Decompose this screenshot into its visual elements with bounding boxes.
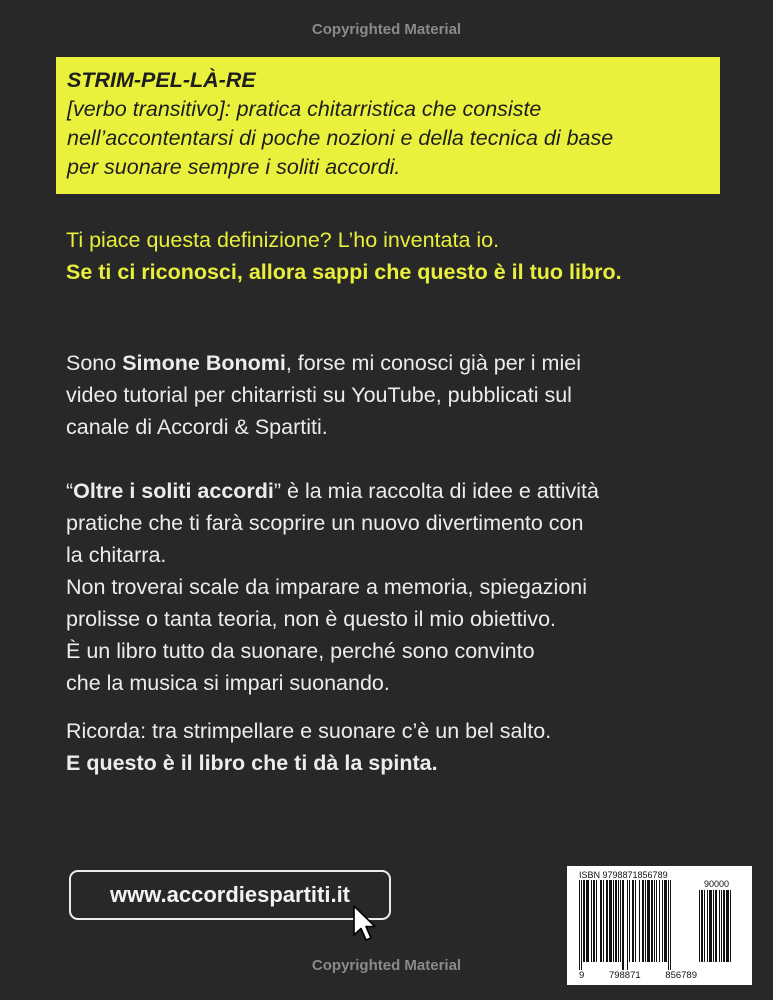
book-line: pratiche che ti farà scoprire un nuovo divertimento con bbox=[66, 511, 584, 535]
definition-line: nell’accontentarsi di poche nozioni e della tecnica di base bbox=[67, 126, 614, 150]
watermark-bottom: Copyrighted Material bbox=[311, 957, 462, 974]
author-paragraph bbox=[66, 347, 736, 443]
book-paragraph bbox=[66, 475, 736, 699]
intro-statement: Se ti ci riconosci, allora sappi che questo è il tuo libro. bbox=[66, 260, 622, 284]
definition-box bbox=[56, 57, 720, 194]
mouse-pointer-icon bbox=[352, 905, 378, 943]
definition-line: per suonare sempre i soliti accordi. bbox=[67, 155, 401, 179]
open-quote: “ bbox=[66, 479, 74, 503]
barcode-number: 9 798871 856789 bbox=[579, 970, 697, 981]
author-name: Simone Bonomi bbox=[122, 351, 286, 375]
book-line: È un libro tutto da suonare, perché sono convinto bbox=[66, 639, 535, 663]
book-line: che la musica si impari suonando. bbox=[66, 671, 390, 695]
closing-line-bold: E questo è il libro che ti dà la spinta. bbox=[66, 751, 438, 775]
book-line: prolisse o tanta teoria, non è questo il mio obiettivo. bbox=[66, 607, 557, 631]
website-link[interactable]: www.accordiespartiti.it bbox=[69, 870, 391, 920]
author-line: video tutorial per chitarristi su YouTube, pubblicati sul bbox=[66, 383, 572, 407]
definition-line: [verbo transitivo]: pratica chitarristica che consiste bbox=[67, 97, 542, 121]
price-code: 90000 bbox=[704, 879, 730, 889]
watermark-top: Copyrighted Material bbox=[311, 21, 462, 38]
definition-term: STRIM-PEL-LÀ-RE bbox=[67, 68, 256, 92]
isbn-label: ISBN 9798871856789 bbox=[579, 870, 668, 880]
author-prefix: Sono bbox=[66, 351, 123, 375]
book-title: Oltre i soliti accordi bbox=[73, 479, 274, 503]
intro-question: Ti piace questa definizione? L’ho inventata io. bbox=[66, 228, 500, 252]
closing-paragraph bbox=[66, 715, 736, 779]
closing-line: Ricorda: tra strimpellare e suonare c’è un bel salto. bbox=[66, 719, 552, 743]
book-line: Non troverai scale da imparare a memoria, spiegazioni bbox=[66, 575, 588, 599]
intro-block bbox=[66, 224, 622, 288]
author-line1-rest: , forse mi conosci già per i miei bbox=[285, 351, 581, 375]
book-line: la chitarra. bbox=[66, 543, 167, 567]
author-line: canale di Accordi & Spartiti. bbox=[66, 415, 328, 439]
book-line1-rest: ” è la mia raccolta di idee e attività bbox=[273, 479, 599, 503]
